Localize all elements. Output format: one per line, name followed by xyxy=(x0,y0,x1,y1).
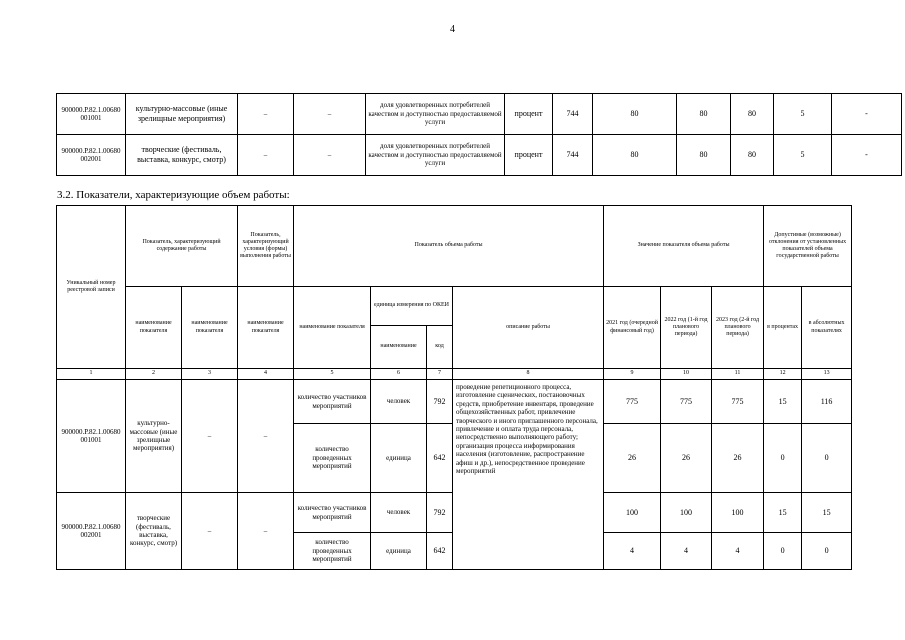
deviation-percent: 0 xyxy=(764,424,802,493)
header-indicator-name: наименование показателя xyxy=(238,287,294,369)
column-number: 9 xyxy=(604,369,661,380)
unit-name: процент xyxy=(505,94,553,135)
value-2022: 26 xyxy=(661,424,712,493)
okei-code: 642 xyxy=(427,424,453,493)
unit-name: единица xyxy=(371,424,427,493)
value-2021: 775 xyxy=(604,380,661,424)
header-indicator-name: наименование показателя xyxy=(182,287,238,369)
registry-code: 900000.Р.82.1.00680 002001 xyxy=(57,493,126,570)
header-in-abs: в абсолютных показателях xyxy=(802,287,852,369)
page-number: 4 xyxy=(450,24,455,35)
header-indicator-name: наименование показателя xyxy=(294,287,371,369)
column-number: 12 xyxy=(764,369,802,380)
cell: – xyxy=(182,493,238,570)
header-unit-name: наименование xyxy=(371,326,427,369)
value-2021: 100 xyxy=(604,493,661,533)
work-description: проведение репетиционного процесса, изготовление сценических, постановочных средств, приобретение инвентаря, проведение общехозяйственных работ, привлечение творческого и иного приглашенного персонала, привлечение и оплата труда персонала, непосредственно выполняющего работу; организация процесса информирования населения (изготовление, распространение афиш и др.), непосредственное проведение мероприятий xyxy=(453,380,604,570)
table-row xyxy=(57,380,852,424)
deviation-percent: 5 xyxy=(774,135,832,176)
table-row xyxy=(57,94,902,135)
volume-indicators-table xyxy=(56,205,852,570)
header-row xyxy=(57,206,852,287)
work-content: культурно-массовые (иные зрелищные мероприятия) xyxy=(126,380,182,493)
indicator-name: количество участников мероприятий xyxy=(294,380,371,424)
column-number-row xyxy=(57,369,852,380)
deviation-percent: 5 xyxy=(774,94,832,135)
cell: – xyxy=(238,94,294,135)
deviation-abs: 0 xyxy=(802,424,852,493)
work-content: культурно-массовые (иные зрелищные мероприятия) xyxy=(126,94,238,135)
value-2021: 80 xyxy=(593,94,677,135)
work-content: творческие (фестиваль, выставка, конкурс, смотр) xyxy=(126,135,238,176)
indicator-name: доля удовлетворенных потребителей качеством и доступностью предоставляемой услуги xyxy=(366,94,505,135)
column-number: 2 xyxy=(126,369,182,380)
deviation-abs: - xyxy=(832,135,902,176)
header-unit-group: единица измерения по ОКЕИ xyxy=(371,287,453,326)
cell: – xyxy=(182,380,238,493)
header-content-group: Показатель, характеризующий содержание работы xyxy=(126,206,238,287)
value-2021: 26 xyxy=(604,424,661,493)
cell: – xyxy=(294,94,366,135)
column-number: 11 xyxy=(712,369,764,380)
unit-name: человек xyxy=(371,493,427,533)
indicator-name: доля удовлетворенных потребителей качеством и доступностью предоставляемой услуги xyxy=(366,135,505,176)
section-title: 3.2. Показатели, характеризующие объем работы: xyxy=(57,189,290,201)
value-2023: 775 xyxy=(712,380,764,424)
deviation-abs: 15 xyxy=(802,493,852,533)
column-number: 10 xyxy=(661,369,712,380)
okei-code: 744 xyxy=(553,135,593,176)
column-number: 8 xyxy=(453,369,604,380)
okei-code: 642 xyxy=(427,533,453,570)
header-row xyxy=(57,287,852,326)
header-year-2022: 2022 год (1-й год планового периода) xyxy=(661,287,712,369)
header-year-2021: 2021 год (очередной финансовый год) xyxy=(604,287,661,369)
value-2022: 100 xyxy=(661,493,712,533)
deviation-abs: 0 xyxy=(802,533,852,570)
table-row xyxy=(57,135,902,176)
value-2022: 775 xyxy=(661,380,712,424)
registry-code: 900000.Р.82.1.00680 002001 xyxy=(57,135,126,176)
value-2022: 80 xyxy=(677,94,731,135)
column-number: 1 xyxy=(57,369,126,380)
indicator-name: количество участников мероприятий xyxy=(294,493,371,533)
header-volume-group: Показатель объема работы xyxy=(294,206,604,287)
okei-code: 792 xyxy=(427,493,453,533)
quality-indicators-table xyxy=(56,93,902,176)
column-number: 13 xyxy=(802,369,852,380)
value-2022: 4 xyxy=(661,533,712,570)
deviation-abs: 116 xyxy=(802,380,852,424)
column-number: 7 xyxy=(427,369,453,380)
cell: – xyxy=(294,135,366,176)
value-2022: 80 xyxy=(677,135,731,176)
indicator-name: количество проведенных мероприятий xyxy=(294,533,371,570)
registry-code: 900000.Р.82.1.00680 001001 xyxy=(57,380,126,493)
column-number: 3 xyxy=(182,369,238,380)
value-2023: 80 xyxy=(731,94,774,135)
header-in-percent: в процентах xyxy=(764,287,802,369)
header-condition-group: Показатель, характеризующий условия (формы) выполнения работы xyxy=(238,206,294,287)
work-content: творческие (фестиваль, выставка, конкурс, смотр) xyxy=(126,493,182,570)
value-2021: 4 xyxy=(604,533,661,570)
okei-code: 792 xyxy=(427,380,453,424)
value-2023: 100 xyxy=(712,493,764,533)
unit-name: процент xyxy=(505,135,553,176)
cell: – xyxy=(238,493,294,570)
header-indicator-name: наименование показателя xyxy=(126,287,182,369)
deviation-percent: 0 xyxy=(764,533,802,570)
cell: – xyxy=(238,380,294,493)
column-number: 5 xyxy=(294,369,371,380)
header-unit-code: код xyxy=(427,326,453,369)
unit-name: единица xyxy=(371,533,427,570)
registry-code: 900000.Р.82.1.00680 001001 xyxy=(57,94,126,135)
header-registry: Уникальный номер реестровой записи xyxy=(57,206,126,369)
unit-name: человек xyxy=(371,380,427,424)
value-2023: 26 xyxy=(712,424,764,493)
column-number: 4 xyxy=(238,369,294,380)
cell: – xyxy=(238,135,294,176)
header-value-group: Значение показателя объема работы xyxy=(604,206,764,287)
deviation-abs: - xyxy=(832,94,902,135)
okei-code: 744 xyxy=(553,94,593,135)
deviation-percent: 15 xyxy=(764,380,802,424)
value-2023: 4 xyxy=(712,533,764,570)
value-2023: 80 xyxy=(731,135,774,176)
header-year-2023: 2023 год (2-й год планового периода) xyxy=(712,287,764,369)
column-number: 6 xyxy=(371,369,427,380)
value-2021: 80 xyxy=(593,135,677,176)
header-work-description: описание работы xyxy=(453,287,604,369)
deviation-percent: 15 xyxy=(764,493,802,533)
header-deviation-group: Допустимые (возможные) отклонения от установленных показателей объема государственной работы xyxy=(764,206,852,287)
indicator-name: количество проведенных мероприятий xyxy=(294,424,371,493)
